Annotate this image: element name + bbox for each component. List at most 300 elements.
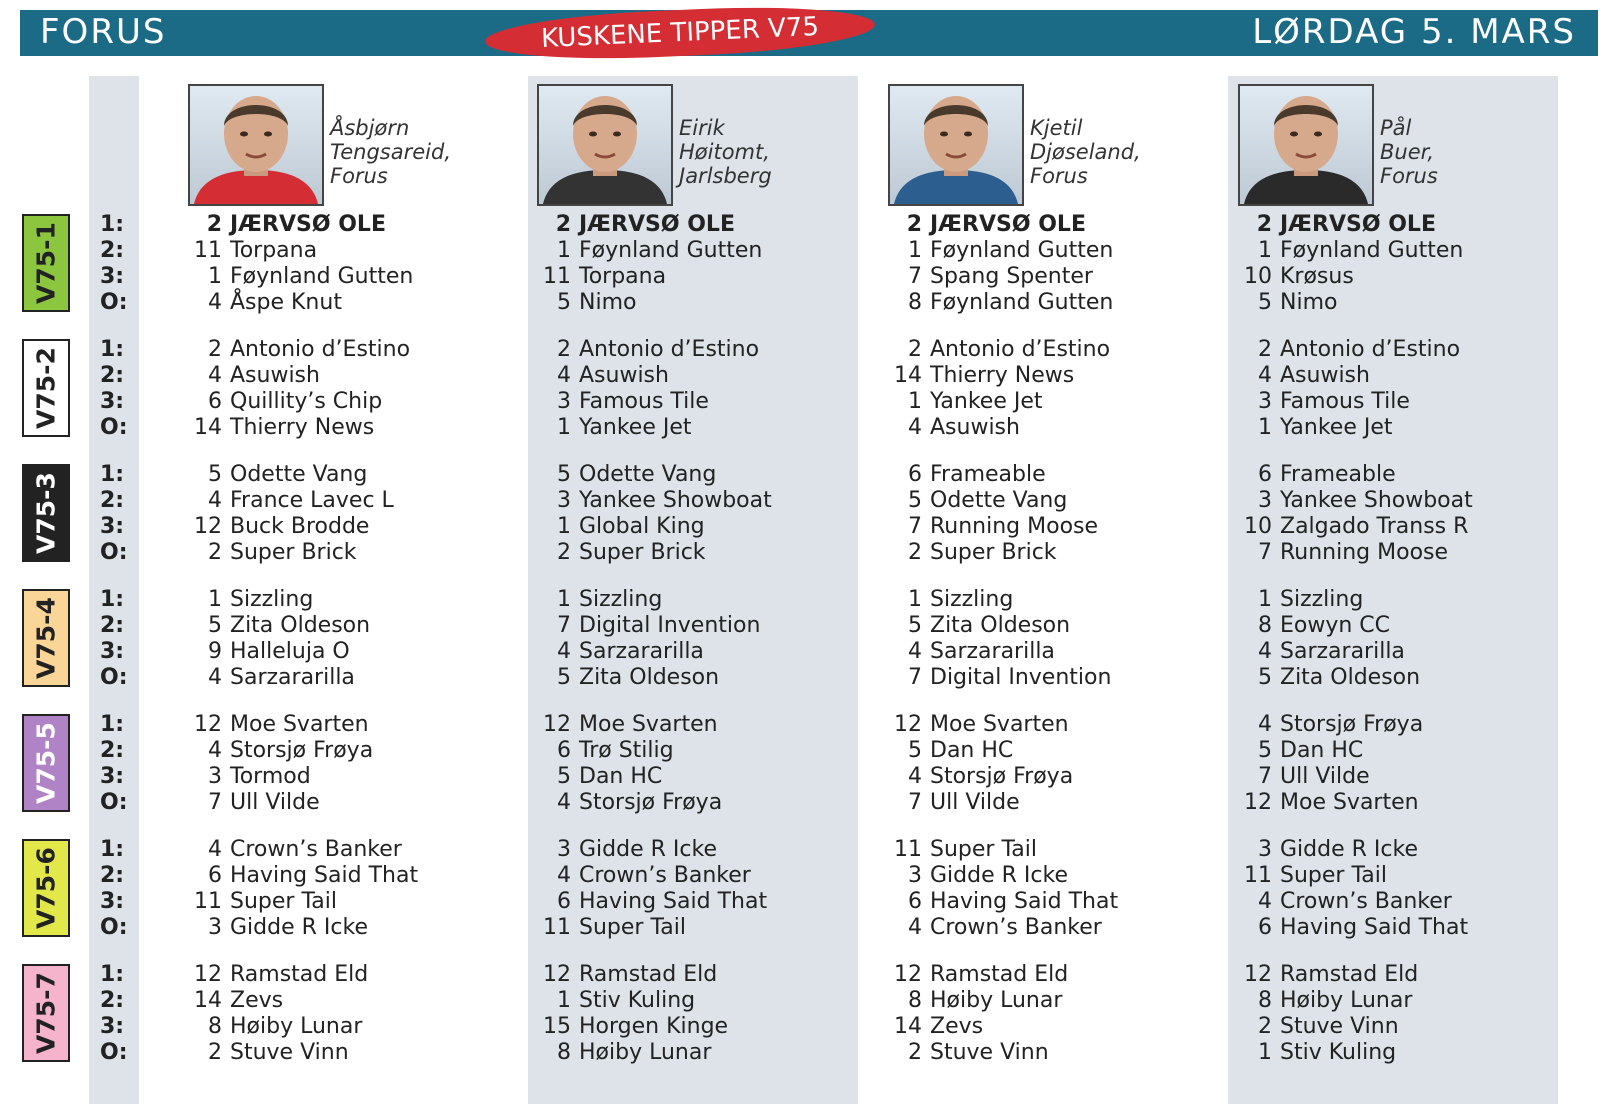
pick-row [888,889,1208,915]
horse-name: Stuve Vinn [1280,1014,1399,1039]
pick-row [537,863,857,889]
horse-name: Moe Svarten [230,712,369,737]
pick-row [188,363,508,389]
horse-name: Føynland Gutten [930,290,1114,315]
horse-number: 14 [894,363,922,388]
horse-name: Moe Svarten [579,712,718,737]
horse-name: Yankee Jet [1280,415,1393,440]
pick-row [888,488,1208,514]
horse-number: 2 [908,1040,922,1065]
horse-number: 1 [1258,238,1272,263]
horse-name: Føynland Gutten [579,238,763,263]
horse-number: 1 [908,587,922,612]
horse-name: Gidde R Icke [579,837,717,862]
horse-number: 3 [557,837,571,862]
horse-name: Frameable [1280,462,1396,487]
race-5-picks-driver-1 [188,712,508,816]
driver-photo-1 [188,84,324,206]
rank-label: 3: [100,639,125,664]
horse-name: Ramstad Eld [1280,962,1419,987]
pick-row [537,540,857,566]
horse-name: Gidde R Icke [1280,837,1418,862]
rank-labels [100,587,140,691]
horse-number: 14 [894,1014,922,1039]
driver-name-line: Buer, [1380,140,1435,164]
horse-name: Antonio d’Estino [1280,337,1461,362]
race-4-picks-driver-1 [188,587,508,691]
horse-name: Yankee Showboat [1280,488,1473,513]
driver-name-2 [679,116,772,188]
rank-label: 2: [100,488,125,513]
horse-number: 12 [1244,790,1272,815]
rank-label: 1: [100,712,125,737]
horse-name: Yankee Showboat [579,488,772,513]
venue-title: FORUS [40,12,167,52]
horse-number: 4 [1258,889,1272,914]
race-3-picks-driver-3 [888,462,1208,566]
pick-row [537,665,857,691]
horse-name: Asuwish [230,363,320,388]
rank-label: 2: [100,363,125,388]
horse-number: 6 [1258,915,1272,940]
horse-name: Stiv Kuling [1280,1040,1397,1065]
rank-label: 1: [100,837,125,862]
horse-name: Ramstad Eld [930,962,1069,987]
horse-name: Sarzararilla [930,639,1055,664]
horse-number: 3 [1258,389,1272,414]
race-2-picks-driver-1 [188,337,508,441]
headline-text: KUSKENE TIPPER V75 [540,11,820,55]
pick-row [537,290,857,316]
horse-name: Moe Svarten [1280,790,1419,815]
horse-name: Crown’s Banker [1280,889,1452,914]
pick-row [188,238,508,264]
pick-row [188,587,508,613]
horse-name: Gidde R Icke [930,863,1068,888]
pick-row [537,712,857,738]
pick-row [188,764,508,790]
horse-name: Stiv Kuling [579,988,696,1013]
horse-number: 7 [908,514,922,539]
horse-number: 8 [557,1040,571,1065]
horse-name: Sizzling [930,587,1014,612]
horse-name: Høiby Lunar [230,1014,363,1039]
horse-number: 1 [1258,587,1272,612]
race-1-picks-driver-4 [1238,212,1558,316]
rank-label: 1: [100,212,125,237]
pick-row [888,238,1208,264]
horse-number: 4 [557,790,571,815]
horse-number: 5 [557,764,571,789]
horse-name: JÆRVSØ OLE [1280,212,1436,237]
horse-number: 11 [894,837,922,862]
driver-name-line: Jarlsberg [679,164,772,188]
race-tag-1 [22,214,70,312]
race-tag-label: V75-5 [31,722,61,804]
horse-number: 5 [557,462,571,487]
horse-number: 7 [208,790,222,815]
pick-row [888,738,1208,764]
pick-row [188,540,508,566]
horse-number: 2 [208,540,222,565]
horse-name: Crown’s Banker [930,915,1102,940]
horse-name: Super Brick [579,540,706,565]
pick-row [1238,988,1558,1014]
pick-row [1238,389,1558,415]
pick-row [888,389,1208,415]
rank-label: 1: [100,587,125,612]
horse-number: 2 [206,212,222,237]
horse-name: Yankee Jet [579,415,692,440]
horse-number: 4 [208,665,222,690]
rank-labels [100,712,140,816]
horse-number: 2 [555,212,571,237]
race-tag-label: V75-3 [31,472,61,554]
horse-number: 3 [208,915,222,940]
driver-name-line: Forus [1030,164,1088,188]
driver-name-line: Forus [1380,164,1438,188]
race-3-picks-driver-4 [1238,462,1558,566]
pick-row [537,462,857,488]
driver-name-3 [1030,116,1141,188]
pick-row [888,613,1208,639]
pick-row [188,665,508,691]
horse-number: 7 [1258,764,1272,789]
horse-number: 12 [1244,962,1272,987]
pick-row [888,764,1208,790]
rank-label: 2: [100,613,125,638]
pick-row [188,488,508,514]
horse-name: Føynland Gutten [1280,238,1464,263]
pick-row [1238,738,1558,764]
horse-number: 2 [906,212,922,237]
horse-name: Eowyn CC [1280,613,1391,638]
rank-label: 1: [100,962,125,987]
pick-row [537,915,857,941]
pick-row [188,837,508,863]
race-2-picks-driver-2 [537,337,857,441]
horse-number: 1 [557,587,571,612]
horse-name: Odette Vang [930,488,1068,513]
horse-name: Zita Oldeson [930,613,1071,638]
pick-row [188,915,508,941]
horse-name: Sarzararilla [579,639,704,664]
horse-name: Ramstad Eld [230,962,369,987]
rank-labels [100,212,140,316]
horse-number: 2 [1256,212,1272,237]
horse-number: 2 [557,337,571,362]
rank-label: O: [100,915,128,940]
race-7-picks-driver-2 [537,962,857,1066]
horse-name: Sarzararilla [230,665,355,690]
horse-number: 11 [543,264,571,289]
horse-name: Føynland Gutten [230,264,414,289]
horse-name: Quillity’s Chip [230,389,383,414]
rank-label: 2: [100,238,125,263]
pick-row [537,764,857,790]
horse-number: 8 [1258,988,1272,1013]
horse-number: 5 [908,738,922,763]
horse-number: 1 [557,988,571,1013]
pick-row [888,514,1208,540]
horse-name: Frameable [930,462,1046,487]
rank-label: 3: [100,264,125,289]
horse-name: Asuwish [930,415,1020,440]
horse-name: Horgen Kinge [579,1014,729,1039]
horse-name: Super Brick [230,540,357,565]
driver-photo-2 [537,84,673,206]
race-tag-label: V75-1 [31,222,61,304]
horse-name: Zita Oldeson [579,665,720,690]
pick-row [1238,790,1558,816]
race-7-picks-driver-1 [188,962,508,1066]
horse-name: Global King [579,514,705,539]
pick-row [188,1014,508,1040]
race-tag-label: V75-4 [31,597,61,679]
horse-number: 2 [557,540,571,565]
pick-row [888,863,1208,889]
horse-name: Having Said That [1280,915,1469,940]
horse-number: 5 [1258,738,1272,763]
horse-number: 5 [208,613,222,638]
horse-number: 5 [208,462,222,487]
pick-row [188,962,508,988]
horse-number: 4 [208,738,222,763]
pick-row [537,988,857,1014]
pick-row [888,665,1208,691]
horse-name: Super Tail [579,915,686,940]
horse-name: Crown’s Banker [579,863,751,888]
pick-row [1238,639,1558,665]
horse-name: JÆRVSØ OLE [930,212,1086,237]
horse-name: Zita Oldeson [1280,665,1421,690]
horse-number: 6 [557,889,571,914]
horse-name: Halleluja O [230,639,350,664]
pick-row [888,639,1208,665]
horse-name: Sizzling [1280,587,1364,612]
pick-row [1238,837,1558,863]
pick-row [1238,1014,1558,1040]
horse-number: 2 [908,540,922,565]
horse-number: 3 [208,764,222,789]
pick-row [888,264,1208,290]
pick-row [888,790,1208,816]
race-3-picks-driver-1 [188,462,508,566]
horse-number: 2 [208,1040,222,1065]
horse-number: 12 [894,712,922,737]
pick-row [188,212,508,238]
race-tag-4 [22,589,70,687]
horse-name: Sizzling [579,587,663,612]
horse-name: Asuwish [579,363,669,388]
horse-name: Zita Oldeson [230,613,371,638]
rank-label: 1: [100,337,125,362]
horse-number: 11 [543,915,571,940]
horse-name: Zevs [230,988,284,1013]
horse-name: Torpana [230,238,318,263]
horse-number: 5 [557,290,571,315]
horse-number: 6 [1258,462,1272,487]
race-1-picks-driver-3 [888,212,1208,316]
horse-name: Super Tail [230,889,337,914]
race-6-picks-driver-2 [537,837,857,941]
pick-row [537,363,857,389]
horse-name: Ull Vilde [230,790,320,815]
pick-row [188,462,508,488]
race-tag-label: V75-6 [31,847,61,929]
horse-name: Antonio d’Estino [230,337,411,362]
driver-name-line: Åsbjørn [330,116,410,140]
horse-name: Ull Vilde [930,790,1020,815]
horse-number: 12 [543,962,571,987]
horse-number: 5 [908,488,922,513]
horse-number: 12 [194,712,222,737]
horse-name: Dan HC [930,738,1014,763]
horse-number: 1 [1258,415,1272,440]
race-2-picks-driver-3 [888,337,1208,441]
race-tag-6 [22,839,70,937]
horse-number: 5 [908,613,922,638]
horse-name: Famous Tile [1280,389,1410,414]
horse-number: 4 [557,863,571,888]
pick-row [1238,462,1558,488]
horse-number: 6 [557,738,571,763]
pick-row [1238,665,1558,691]
pick-row [1238,1040,1558,1066]
race-4-picks-driver-2 [537,587,857,691]
horse-number: 2 [1258,1014,1272,1039]
pick-row [537,587,857,613]
race-7-picks-driver-3 [888,962,1208,1066]
pick-row [888,1040,1208,1066]
horse-number: 4 [1258,712,1272,737]
pick-row [888,587,1208,613]
horse-name: Antonio d’Estino [930,337,1111,362]
pick-row [888,1014,1208,1040]
horse-name: Sarzararilla [1280,639,1405,664]
pick-row [188,863,508,889]
pick-row [888,837,1208,863]
horse-name: Dan HC [1280,738,1364,763]
pick-row [188,613,508,639]
pick-row [537,738,857,764]
horse-number: 7 [908,264,922,289]
pick-row [188,988,508,1014]
horse-number: 8 [908,988,922,1013]
horse-number: 6 [908,889,922,914]
driver-photo-4 [1238,84,1374,206]
pick-row [188,1040,508,1066]
horse-name: Trø Stilig [579,738,674,763]
pick-row [888,962,1208,988]
horse-number: 4 [557,363,571,388]
pick-row [1238,212,1558,238]
horse-number: 12 [894,962,922,987]
horse-name: JÆRVSØ OLE [230,212,386,237]
horse-name: Dan HC [579,764,663,789]
driver-name-1 [330,116,451,188]
horse-name: Super Tail [930,837,1037,862]
horse-name: Odette Vang [579,462,717,487]
horse-name: Torpana [579,264,667,289]
horse-number: 4 [908,915,922,940]
horse-name: Høiby Lunar [930,988,1063,1013]
horse-number: 4 [908,639,922,664]
rank-label: 3: [100,889,125,914]
horse-number: 7 [908,665,922,690]
horse-number: 2 [208,337,222,362]
rank-label: O: [100,540,128,565]
pick-row [1238,290,1558,316]
race-5-picks-driver-4 [1238,712,1558,816]
pick-row [188,290,508,316]
driver-name-line: Kjetil [1030,116,1083,140]
horse-name: Åspe Knut [230,290,342,315]
driver-name-line: Pål [1380,116,1412,140]
horse-number: 11 [1244,863,1272,888]
horse-number: 14 [194,988,222,1013]
horse-name: Sizzling [230,587,314,612]
pick-row [1238,238,1558,264]
horse-name: Buck Brodde [230,514,370,539]
horse-number: 6 [908,462,922,487]
pick-row [537,488,857,514]
pick-row [1238,514,1558,540]
horse-name: Super Tail [1280,863,1387,888]
rank-labels [100,337,140,441]
horse-name: Storsjø Frøya [579,790,723,815]
horse-number: 11 [194,238,222,263]
horse-name: Zalgado Transs R [1280,514,1469,539]
horse-name: JÆRVSØ OLE [579,212,735,237]
horse-name: France Lavec L [230,488,394,513]
horse-name: Føynland Gutten [930,238,1114,263]
horse-number: 9 [208,639,222,664]
horse-number: 4 [908,764,922,789]
pick-row [888,712,1208,738]
horse-number: 3 [1258,837,1272,862]
rank-label: O: [100,665,128,690]
horse-number: 12 [194,962,222,987]
horse-number: 11 [194,889,222,914]
pick-row [537,264,857,290]
pick-row [188,415,508,441]
horse-number: 12 [543,712,571,737]
horse-number: 1 [908,238,922,263]
horse-number: 8 [1258,613,1272,638]
rank-label: 1: [100,462,125,487]
pick-row [537,238,857,264]
horse-name: Moe Svarten [930,712,1069,737]
pick-row [888,415,1208,441]
race-tag-7 [22,964,70,1062]
horse-number: 1 [208,264,222,289]
horse-number: 14 [194,415,222,440]
horse-number: 8 [208,1014,222,1039]
race-tag-5 [22,714,70,812]
horse-name: Thierry News [230,415,375,440]
rank-label: 3: [100,1014,125,1039]
pick-row [1238,488,1558,514]
rank-label: 2: [100,863,125,888]
driver-name-line: Eirik [679,116,725,140]
pick-row [537,212,857,238]
horse-name: Stuve Vinn [230,1040,349,1065]
horse-name: Antonio d’Estino [579,337,760,362]
horse-name: Crown’s Banker [230,837,402,862]
horse-number: 1 [1258,1040,1272,1065]
horse-name: Digital Invention [579,613,761,638]
